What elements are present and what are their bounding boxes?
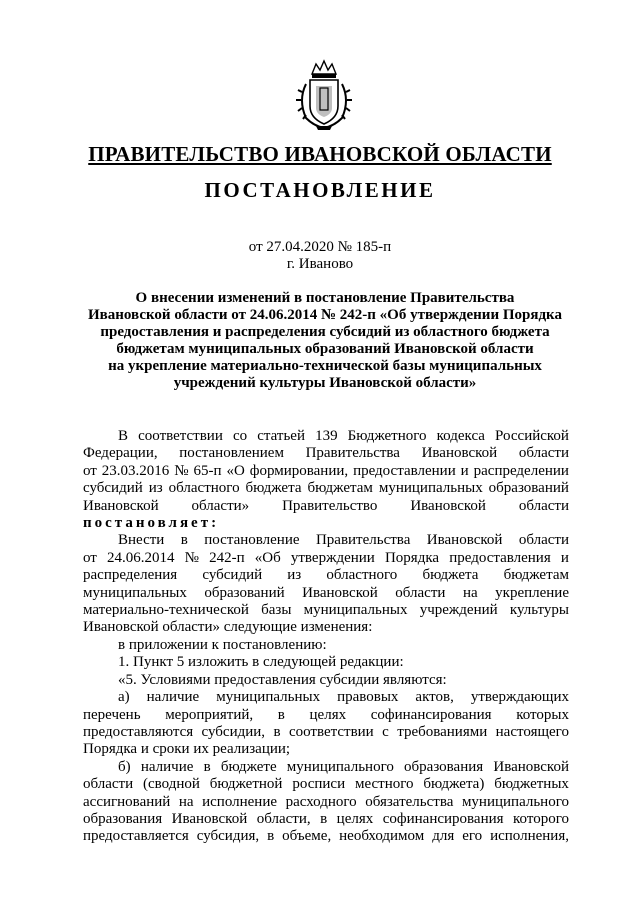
body-line [83, 759, 569, 776]
subject-line: О внесении изменений в постановление Правительства [135, 290, 515, 306]
word: № [174, 462, 189, 479]
word: Правительство [282, 497, 378, 514]
date-number: от 27.04.2020 № 185-п [248, 239, 392, 255]
word: правовых [337, 689, 399, 706]
word: Ивановской [171, 810, 248, 827]
word: области [518, 497, 569, 514]
word: софинансирования [382, 810, 504, 827]
word: области, [256, 810, 311, 827]
word: субсидий [83, 480, 143, 497]
word: которого [513, 810, 569, 827]
body-line [83, 724, 569, 741]
body-line [83, 811, 569, 828]
word: предоставляется [83, 828, 189, 845]
body-line: 1. Пункт 5 изложить в следующей редакции: [118, 654, 404, 671]
word: соответствии [288, 723, 374, 740]
word: из [148, 480, 163, 497]
word: которых [516, 706, 569, 723]
word: культуры [509, 602, 569, 619]
word: в [277, 706, 285, 723]
word: образований [204, 584, 285, 601]
body-line [83, 602, 569, 619]
word: муниципальных [378, 480, 483, 497]
subject-line: бюджетам муниципальных образований Ивановской области [116, 341, 534, 357]
word: субсидия, [196, 828, 260, 845]
word: бюджета) [423, 776, 485, 793]
word: базы [261, 602, 292, 619]
word: исполнения, [490, 828, 569, 845]
word: предоставляются [83, 723, 194, 740]
word: области [395, 584, 446, 601]
word: ассигнований [83, 793, 171, 810]
word: предоставлении [353, 462, 456, 479]
body-line [83, 794, 569, 811]
word: росписи [292, 776, 346, 793]
document-body [83, 428, 569, 846]
body-line [83, 463, 569, 480]
word: бюджетам [503, 567, 569, 584]
document-subject [80, 290, 570, 392]
word: для [432, 828, 455, 845]
word: субсидий [202, 567, 263, 584]
word: статьей [257, 428, 305, 444]
word: с [382, 723, 389, 740]
word: кодекса [436, 428, 485, 444]
word: Правительства [315, 532, 411, 549]
word: б) [118, 758, 131, 775]
body-line [83, 567, 569, 584]
word: образования [404, 758, 484, 775]
word: муниципальных [216, 689, 321, 706]
word: Бюджетного [347, 428, 427, 444]
word: обязательства [365, 793, 454, 810]
word: необходимом [339, 828, 425, 845]
word: со [232, 428, 248, 444]
word: Российской [495, 428, 569, 444]
body-line [83, 445, 569, 462]
government-title: ПРАВИТЕЛЬСТВО ИВАНОВСКОЙ ОБЛАСТИ [88, 142, 552, 166]
word: материально-технической [83, 602, 249, 619]
body-line: «5. Условиями предоставления субсидии являются: [118, 671, 447, 688]
word: муниципального [286, 758, 394, 775]
word: «Об [254, 549, 281, 566]
word: бюджета [422, 567, 479, 584]
word: целях [336, 810, 374, 827]
word: муниципального [461, 793, 569, 810]
word: № [184, 549, 199, 566]
word: учреждений [419, 602, 498, 619]
word: области [83, 776, 134, 793]
body-line [83, 828, 569, 845]
word: наличие [146, 689, 200, 706]
word: на [178, 793, 194, 810]
word: а) [118, 689, 130, 706]
word: укрепление [495, 584, 569, 601]
body-line: в приложении к постановлению: [118, 636, 327, 653]
word: расходного [285, 793, 357, 810]
body-line [83, 689, 569, 706]
body-line: Ивановской области» следующие изменения: [83, 619, 373, 636]
word: от [83, 462, 97, 479]
word: Порядка [384, 549, 440, 566]
word: «О [226, 462, 245, 479]
subject-line: Ивановской области от 24.06.2014 № 242-п «Об утверждении Порядка [88, 307, 562, 323]
body-line [83, 428, 569, 445]
word: бюджета [245, 480, 302, 497]
body-line [83, 498, 569, 515]
subject-line: предоставления и распределения субсидий из областного бюджета [100, 324, 550, 340]
word: бюджетных [494, 776, 569, 793]
word: 24.06.2014 [107, 549, 175, 566]
word: из [287, 567, 302, 584]
word: наличие [140, 758, 194, 775]
word: настоящего [495, 723, 569, 740]
word: в [203, 758, 211, 775]
word: области [518, 445, 569, 462]
word: Ивановской [83, 497, 159, 514]
word: в [267, 828, 275, 845]
body-line [83, 585, 569, 602]
word: и [460, 462, 469, 479]
word: области [518, 532, 569, 549]
word: мероприятий, [165, 706, 254, 723]
city: г. Иваново [286, 256, 354, 272]
word: 139 [315, 428, 338, 444]
word: образования [83, 810, 163, 827]
body-line [83, 550, 569, 567]
word: Ивановской [302, 584, 378, 601]
word: областного [326, 567, 398, 584]
body-line [83, 776, 569, 793]
coat-of-arms-emblem [294, 58, 354, 132]
word: В [118, 428, 129, 444]
word: бюджетной [209, 776, 283, 793]
word: в [320, 810, 328, 827]
word: утверждении [290, 549, 375, 566]
word: субсидии, [201, 723, 266, 740]
word: соответствии [138, 428, 223, 444]
word: местного [354, 776, 414, 793]
body-line [83, 515, 569, 532]
word: бюджетам [307, 480, 373, 497]
word: муниципальных [83, 584, 187, 601]
word: муниципальных [303, 602, 408, 619]
word: в [180, 532, 188, 549]
body-line [83, 707, 569, 724]
subject-line: учреждений культуры Ивановской области» [173, 375, 477, 391]
word: перечень [83, 706, 141, 723]
word: его [462, 828, 483, 845]
body-line [83, 532, 569, 549]
word: 65-п [193, 462, 222, 479]
word: в [273, 723, 281, 740]
word: софинансирования [370, 706, 492, 723]
word: образований [488, 480, 569, 497]
word: Ивановской [426, 532, 503, 549]
word: Правительства [305, 445, 400, 462]
word: объеме, [282, 828, 332, 845]
body-line [83, 480, 569, 497]
word: области» [191, 497, 250, 514]
word: постановлением [179, 445, 284, 462]
word: исполнение [202, 793, 278, 810]
word: 23.03.2016 [101, 462, 170, 479]
word: Федерации, [83, 445, 158, 462]
word: Ивановской [421, 445, 498, 462]
word: предоставления [449, 549, 551, 566]
word: целях [309, 706, 347, 723]
word: и [560, 549, 569, 566]
word: Внести [118, 532, 165, 549]
document-type: ПОСТАНОВЛЕНИЕ [204, 178, 436, 202]
subject-line: на укрепление материально-технической базы муниципальных [108, 358, 542, 374]
decree-word: постановляет: [83, 515, 220, 532]
word: бюджете [220, 758, 277, 775]
word: 242-п [209, 549, 245, 566]
word: областного [168, 480, 240, 497]
word: на [462, 584, 478, 601]
body-line: Порядка и сроки их реализации; [83, 741, 291, 758]
word: распределении [473, 462, 569, 479]
word: (сводной [143, 776, 200, 793]
word: актов, [415, 689, 454, 706]
word: постановление [204, 532, 300, 549]
word: распределения [83, 567, 178, 584]
word: Ивановской [493, 758, 569, 775]
word: утверждающих [470, 689, 569, 706]
word: формировании, [249, 462, 349, 479]
word: требованиями [397, 723, 488, 740]
word: Ивановской [410, 497, 486, 514]
word: от [83, 549, 97, 566]
